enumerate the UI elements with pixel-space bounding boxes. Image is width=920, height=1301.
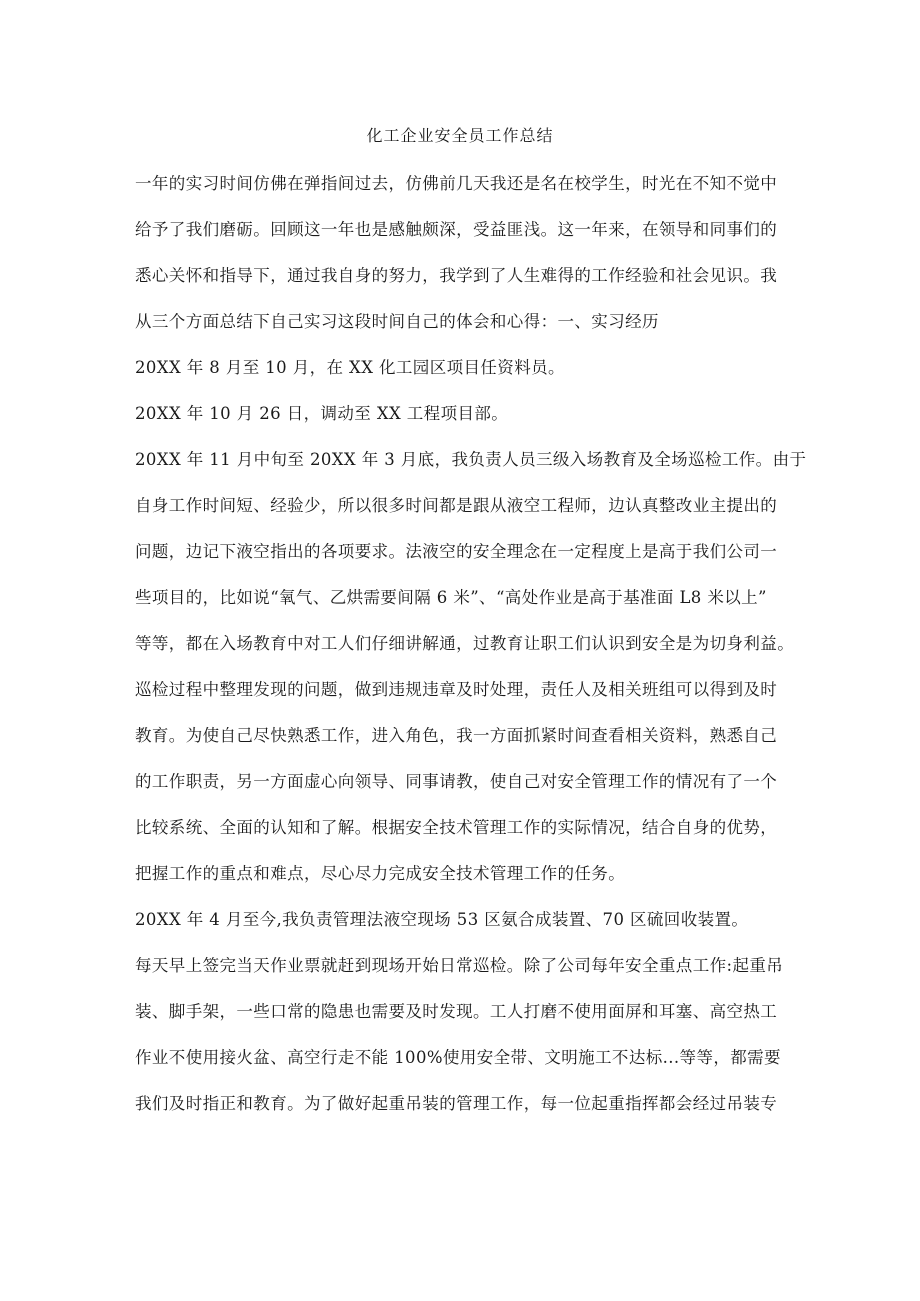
text-line: 比较系统、全面的认知和了解。根据安全技术管理工作的实际情况，结合自身的优势， [135, 818, 778, 837]
text-line: 把握工作的重点和难点，尽心尽力完成安全技术管理工作的任务。 [135, 864, 626, 883]
text-line: 一年的实习时间仿佛在弹指间过去，仿佛前几天我还是名在校学生，时光在不知不觉中 [135, 174, 778, 193]
text-line: 20XX 年 4 月至今,我负责管理法液空现场 53 区氨合成装置、70 区硫回收装置。 [135, 910, 749, 929]
text-line: 自身工作时间短、经验少，所以很多时间都是跟从液空工程师，边认真整改业主提出的 [135, 496, 778, 515]
text-line: 等等，都在入场教育中对工人们仔细讲解通，过教育让职工们认识到安全是为切身利益。 [135, 634, 795, 653]
text-line: 教育。为使自己尽快熟悉工作，进入角色，我一方面抓紧时间查看相关资料，熟悉自己 [135, 726, 778, 745]
text-line: 从三个方面总结下自己实习这段时间自己的体会和心得：一、实习经历 [135, 312, 659, 331]
text-line: 巡检过程中整理发现的问题，做到违规违章及时处理，责任人及相关班组可以得到及时 [135, 680, 778, 699]
text-line: 我们及时指正和教育。为了做好起重吊装的管理工作，每一位起重指挥都会经过吊装专 [135, 1094, 778, 1113]
text-line: 每天早上签完当天作业票就赶到现场开始日常巡检。除了公司每年安全重点工作:起重吊 [135, 956, 784, 975]
document-title: 化工企业安全员工作总结 [366, 126, 554, 145]
text-line: 给予了我们磨砺。回顾这一年也是感触颇深，受益匪浅。这一年来，在领导和同事们的 [135, 220, 778, 239]
text-line: 作业不使用接火盆、高空行走不能 100%使用安全带、文明施工不达标...等等，都需要 [135, 1048, 781, 1067]
text-line: 悉心关怀和指导下，通过我自身的努力，我学到了人生难得的工作经验和社会见识。我 [135, 266, 778, 285]
text-line: 问题，边记下液空指出的各项要求。法液空的安全理念在一定程度上是高于我们公司一 [135, 542, 778, 561]
text-line: 20XX 年 8 月至 10 月，在 XX 化工园区项目任资料员。 [135, 358, 565, 377]
text-line: 20XX 年 11 月中旬至 20XX 年 3 月底，我负责人员三级入场教育及全场巡检工作。由于 [135, 450, 807, 469]
text-line: 20XX 年 10 月 26 日，调动至 XX 工程项目部。 [135, 404, 509, 423]
text-line: 装、脚手架，一些口常的隐患也需要及时发现。工人打磨不使用面屏和耳塞、高空热工 [135, 1002, 778, 1021]
text-line: 些项目的，比如说“氧气、乙烘需要间隔 6 米”、“高处作业是高于基准面 L8 米以上” [135, 588, 767, 607]
text-line: 的工作职责，另一方面虚心向领导、同事请教，使自己对安全管理工作的情况有了一个 [135, 772, 778, 791]
